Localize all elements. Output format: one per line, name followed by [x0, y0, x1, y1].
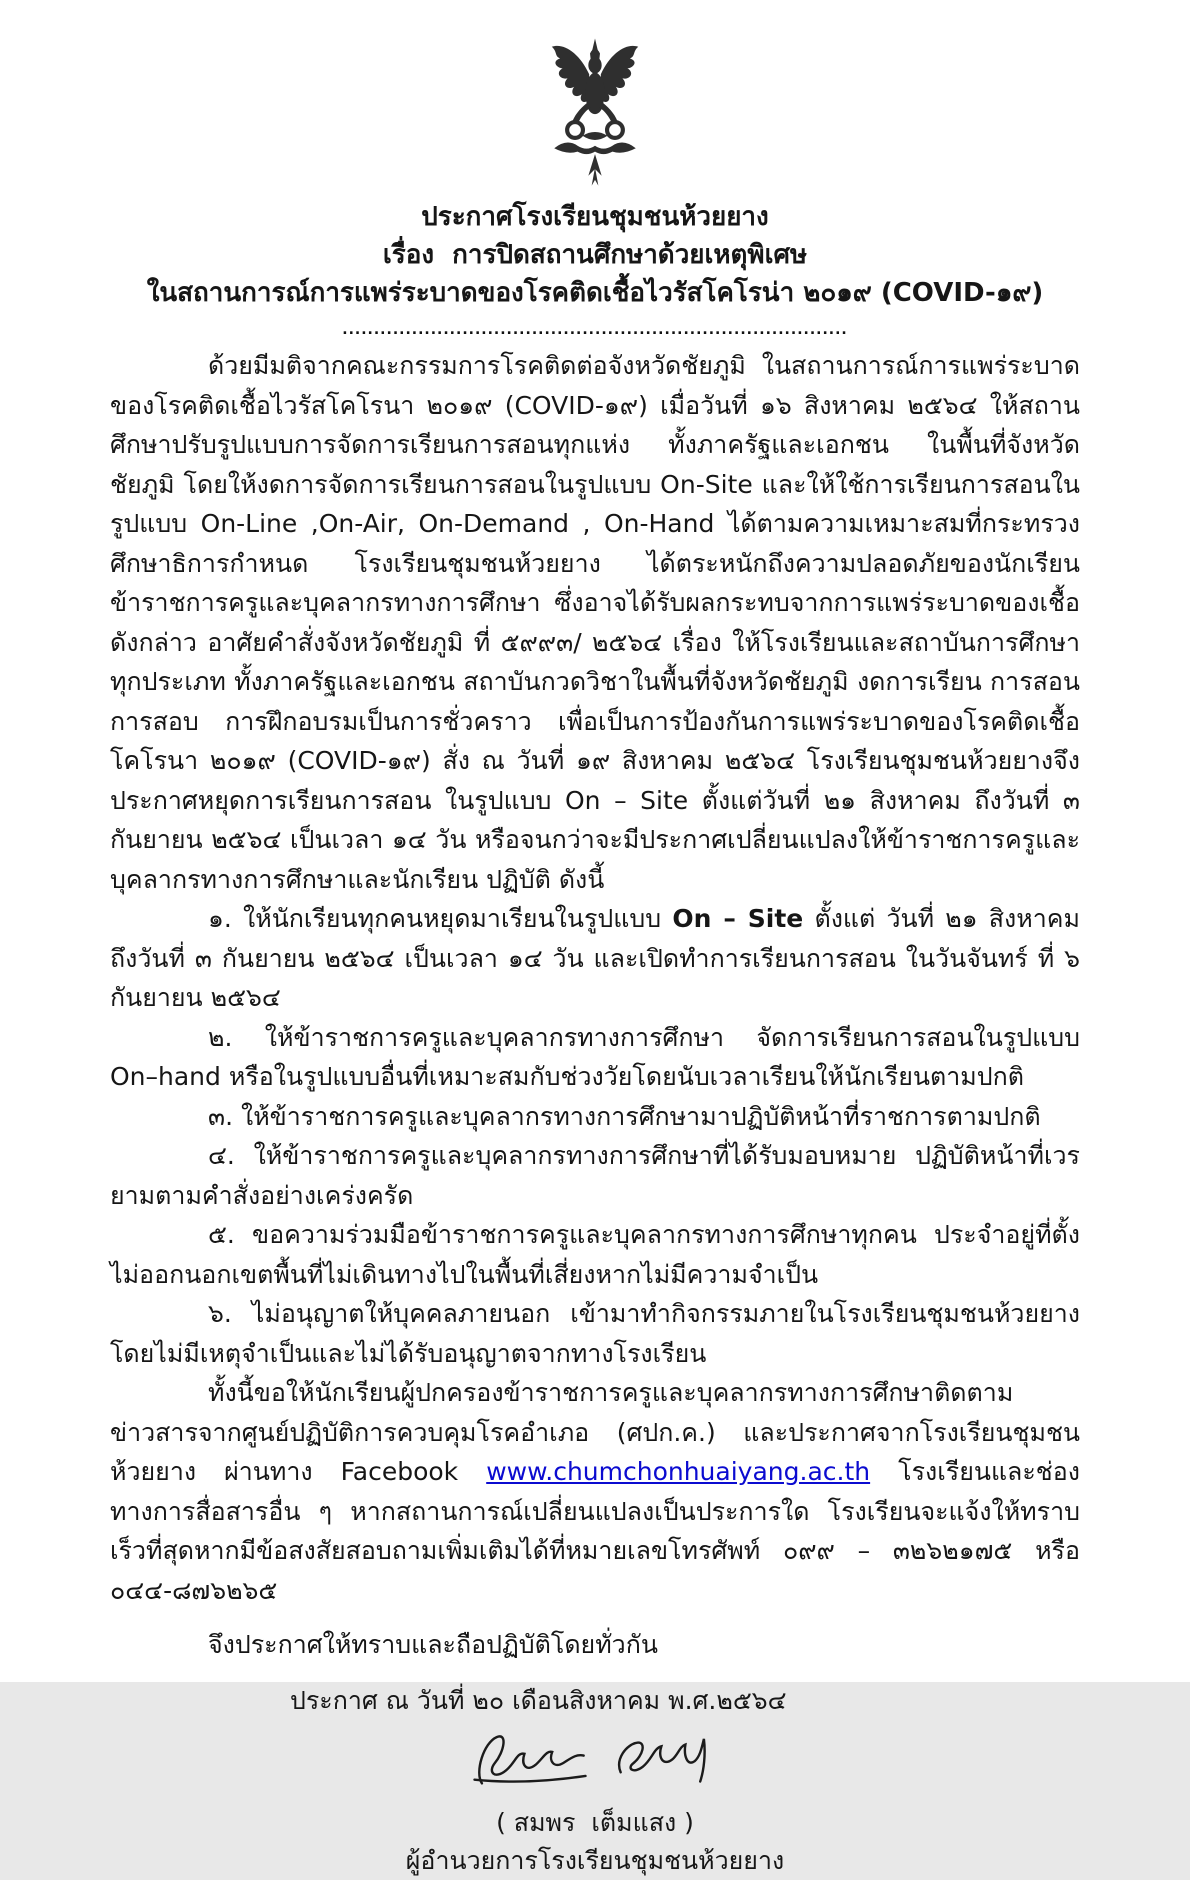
announce-line: จึงประกาศให้ทราบและถือปฏิบัติโดยทั่วกัน	[208, 1630, 658, 1659]
signature-image	[456, 1726, 734, 1800]
title-line-3: ในสถานการณ์การแพร่ระบาดของโรคติดเชื้อไวรัสโคโรน่า ๒๐๑๙ (COVID-๑๙)	[146, 278, 1044, 308]
title-block	[0, 198, 1190, 340]
list-item-6: ๖. ไม่อนุญาตให้บุคคลภายนอก เข้ามาทำกิจกรรมภายในโรงเรียนชุมชนห้วยยาง โดยไม่มีเหตุจำเป็นและไม่ได้รับอนุญาตจากทางโรงเรียน	[110, 1299, 1080, 1368]
dotted-separator: ................................................................................	[342, 322, 848, 338]
emblem-container	[0, 0, 1190, 196]
list-item-4: ๔. ให้ข้าราชการครูและบุคลากรทางการศึกษาที่ได้รับมอบหมาย ปฏิบัติหน้าที่เวรยามตามคำสั่งอย่างเคร่งครัด	[110, 1141, 1080, 1210]
signature-block	[0, 1724, 1190, 1880]
title-line-2: เรื่อง การปิดสถานศึกษาด้วยเหตุพิเศษ	[382, 240, 808, 270]
list-item-1-post: ตั้งแต่ วันที่ ๒๑ สิงหาคม ถึงวันที่ ๓ กันยายน ๒๕๖๔ เป็นเวลา ๑๔ วัน และเปิดทำการเรียนการสอน ในวันจันทร์ ที่ ๖ กันยายน ๒๕๖๔	[110, 904, 1080, 1012]
list-item-2: ๒. ให้ข้าราชการครูและบุคลากรทางการศึกษา จัดการเรียนการสอนในรูปแบบ On–hand หรือในรูปแบบอื่นที่เหมาะสมกับช่วงวัยโดยนับเวลาเรียนให้นักเรียนตามปกติ	[110, 1022, 1080, 1091]
title-line-1: ประกาศโรงเรียนชุมชนห้วยยาง	[421, 202, 769, 232]
list-item-1-pre: ๑. ให้นักเรียนทุกคนหยุดมาเรียนในรูปแบบ	[208, 904, 673, 933]
school-website-link[interactable]: www.chumchonhuaiyang.ac.th	[486, 1457, 871, 1486]
opening-paragraph: ด้วยมีมติจากคณะกรรมการโรคติดต่อจังหวัดชัยภูมิ ในสถานการณ์การแพร่ระบาดของโรคติดเชื้อไวรัสโคโรนา ๒๐๑๙ (COVID-๑๙) เมื่อวันที่ ๑๖ สิงหาคม ๒๕๖๔ ให้สถานศึกษาปรับรูปแบบการจัดการเรียนการสอนทุกแห่ง ทั้งภาครัฐและเอกชน ในพื้นที่จังหวัดชัยภูมิ โดยให้งดการจัดการเรียนการสอนในรูปแบบ On-Site และให้ใช้การเรียนการสอนในรูปแบบ On-Line ,On-Air, On-Demand , On-Hand ได้ตามความเหมาะสมที่กระทรวงศึกษาธิการกำหนด โรงเรียนชุมชนห้วยยาง ได้ตระหนักถึงความปลอดภัยของนักเรียน ข้าราชการครูและบุคลากรทางการศึกษา ซึ่งอาจได้รับผลกระทบจากการแพร่ระบาดของเชื้อดังกล่าว อาศัยคำสั่งจังหวัดชัยภูมิ ที่ ๕๙๙๓/ ๒๕๖๔ เรื่อง ให้โรงเรียนและสถาบันการศึกษาทุกประเภท ทั้งภาครัฐและเอกชน สถาบันกวดวิชาในพื้นที่จังหวัดชัยภูมิ งดการเรียน การสอน การสอบ การฝึกอบรมเป็นการชั่วคราว เพื่อเป็นการป้องกันการแพร่ระบาดของโรคติดเชื้อโคโรนา ๒๐๑๙ (COVID-๑๙) สั่ง ณ วันที่ ๑๙ สิงหาคม ๒๕๖๔ โรงเรียนชุมชนห้วยยางจึงประกาศหยุดการเรียนการสอน ในรูปแบบ On – Site ตั้งแต่วันที่ ๒๑ สิงหาคม ถึงวันที่ ๓ กันยายน ๒๕๖๔ เป็นเวลา ๑๔ วัน หรือจนกว่าจะมีประกาศเปลี่ยนแปลงให้ข้าราชการครูและบุคลากรทางการศึกษาและนักเรียน ปฏิบัติ ดังนี้	[110, 351, 1080, 894]
date-line: ประกาศ ณ วันที่ ๒๐ เดือนสิงหาคม พ.ศ.๒๕๖๔	[290, 1685, 787, 1715]
document-body	[0, 346, 1190, 1720]
closing-paragraph	[110, 1373, 1080, 1610]
list-item-1	[110, 899, 1080, 1018]
list-item-5: ๕. ขอความร่วมมือข้าราชการครูและบุคลากรทางการศึกษาทุกคน ประจำอยู่ที่ตั้งไม่ออกนอกเขตพื้นที่ไม่เดินทางไปในพื้นที่เสี่ยงหากไม่มีความจำเป็น	[110, 1220, 1080, 1289]
signer-name: ( สมพร เต็มแสง )	[496, 1808, 694, 1837]
list-item-1-onsite: On – Site	[672, 904, 804, 933]
garuda-emblem	[531, 36, 659, 194]
list-item-3: ๓. ให้ข้าราชการครูและบุคลากรทางการศึกษามาปฏิบัติหน้าที่ราชการตามปกติ	[208, 1101, 1041, 1131]
signer-title: ผู้อำนวยการโรงเรียนชุมชนห้วยยาง	[405, 1846, 785, 1875]
closing-post: โรงเรียนและช่องทางการสื่อสารอื่น ๆ หากสถานการณ์เปลี่ยนแปลงเป็นประการใด โรงเรียนจะแจ้งให้ทราบเร็วที่สุดหากมีข้อสงสัยสอบถามเพิ่มเติมได้ที่หมายเลขโทรศัพท์ ๐๙๙ – ๓๒๖๒๑๗๕ หรือ ๐๔๔-๘๗๖๒๖๕	[110, 1457, 1080, 1605]
closing-pre: ทั้งนี้ขอให้นักเรียนผู้ปกครองข้าราชการครูและบุคลากรทางการศึกษาติดตามข่าวสารจากศูนย์ปฏิบัติการควบคุมโรคอำเภอ (ศปก.ค.) และประกาศจากโรงเรียนชุมชนห้วยยาง ผ่านทาง Facebook	[110, 1378, 1080, 1486]
